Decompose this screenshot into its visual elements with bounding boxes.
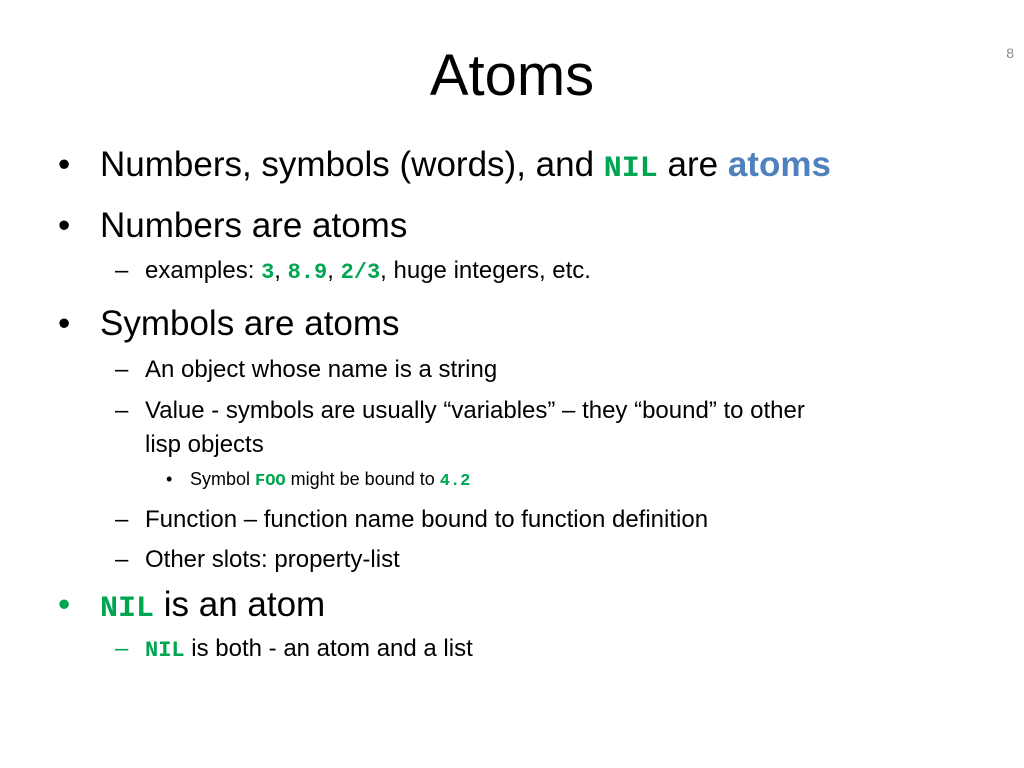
bullet-text-prefix: Numbers, symbols (words), and	[100, 145, 604, 184]
bound-middle: might be bound to	[285, 469, 440, 489]
sub-bullet-text-line2: lisp objects	[145, 431, 264, 458]
sub-sub-bullet-text	[190, 468, 470, 493]
bullet-text: Symbols are atoms	[100, 304, 400, 343]
bullet-marker: •	[58, 585, 71, 624]
bullet-text	[100, 145, 831, 189]
bullet-text	[100, 585, 325, 629]
bullet-text-suffix: is an atom	[154, 585, 326, 624]
bullet-text: Numbers are atoms	[100, 206, 408, 245]
symbol-prefix: Symbol	[190, 469, 256, 489]
foo-code: FOO	[255, 472, 286, 491]
bullet-marker: •	[58, 145, 71, 184]
bullet-text-middle: are	[657, 145, 728, 184]
bullet-marker: •	[58, 304, 71, 343]
slide-number: 8	[1006, 45, 1014, 61]
sub-bullet-text: Function – function name bound to function definition	[145, 506, 709, 533]
nil-code: NIL	[100, 592, 155, 626]
sub-bullet-text	[145, 634, 473, 666]
bullet-marker: •	[58, 206, 71, 245]
separator: ,	[274, 257, 288, 284]
separator: ,	[327, 257, 341, 284]
sub-bullet-text	[145, 256, 591, 288]
example-code: 8.9	[287, 260, 328, 285]
slide-title: Atoms	[429, 43, 595, 108]
dash-marker: –	[115, 356, 129, 383]
example-code: 2/3	[340, 260, 381, 285]
dash-marker: –	[115, 506, 129, 533]
sub-bullet-text-suffix: is both - an atom and a list	[184, 635, 473, 662]
sub-bullet-text: An object whose name is a string	[145, 356, 498, 383]
value-code: 4.2	[439, 472, 471, 491]
atoms-emphasis: atoms	[727, 145, 831, 184]
dash-marker: –	[115, 635, 129, 662]
dash-marker: –	[115, 546, 129, 573]
dash-marker: –	[115, 257, 129, 284]
bullet-marker: •	[166, 469, 173, 489]
sub-bullet-text: Other slots: property-list	[145, 546, 400, 573]
examples-prefix: examples:	[145, 257, 262, 284]
examples-suffix: , huge integers, etc.	[380, 257, 591, 284]
dash-marker: –	[115, 397, 129, 424]
sub-bullet-text-line1: Value - symbols are usually “variables” – they “bound” to other	[145, 397, 805, 424]
nil-code: NIL	[603, 152, 658, 186]
nil-code: NIL	[145, 638, 185, 663]
example-code: 3	[261, 260, 275, 285]
